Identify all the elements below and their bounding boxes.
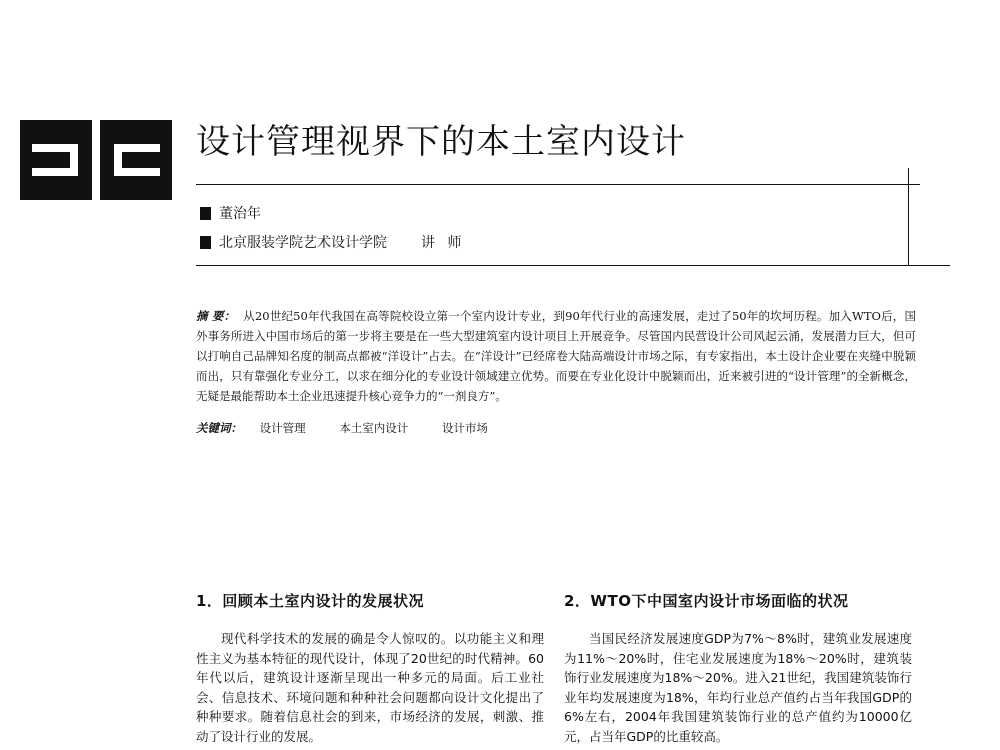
affiliation-line [200,232,465,252]
section-body: 现代科学技术的发展的确是令人惊叹的。以功能主义和理性主义为基本特征的现代设计，体现了20世纪的时代精神。60年代以后，建筑设计逐渐呈现出一种多元的局面。后工业社会、信息技术、环境问题和种种社会问题都向设计文化提出了种种要求。随着信息社会的到来，市场经济的发展，刺激、推动了设计行业的发展。 [196,631,544,744]
keywords-label: 关键词： [196,421,242,435]
keywords [196,418,916,438]
section-body: 当国民经济发展速度GDP为7%～8%时，建筑业发展速度为11%～20%时，住宅业发展速度为18%～20%时，建筑装饰行业发展速度为18%～20%。进入21世纪，我国建筑装饰行业年均发展速度为18%，年均行业总产值约占当年我国GDP的6%左右，2004年我国建筑装饰行业的总产值约为10000亿元，占当年GDP的比重较高。 [564,631,912,744]
bullet-square-icon [200,207,211,220]
section-heading: 2．WTO下中国室内设计市场面临的状况 [564,592,849,610]
header-vertical-rule [908,168,909,266]
section-heading: 1．回顾本土室内设计的发展状况 [196,592,424,610]
title-rule [196,184,920,185]
author-name: 董治年 [219,206,261,222]
keyword: 设计管理 [259,421,306,435]
logo-glyph-left [20,120,92,200]
affiliation: 北京服装学院艺术设计学院 [219,235,387,251]
logo-glyph-right [100,120,172,200]
abstract-label: 摘 要： [196,309,236,323]
section-2 [564,590,912,746]
journal-logo [20,120,172,200]
bullet-square-icon [200,236,211,249]
header-bottom-rule [196,265,950,266]
keyword: 本土室内设计 [339,421,409,435]
abstract-text: 从20世纪50年代我国在高等院校设立第一个室内设计专业，到90年代行业的高速发展，走过了50年的坎坷历程。加入WTO后，国外事务所进入中国市场后的第一步将主要是在一些大型建筑室内设计项目上开展竞争。尽管国内民营设计公司风起云涌，发展潜力巨大，但可以打响自己品牌知名度的制高点都被“洋设计”占去。在“洋设计”已经席卷大陆高端设计市场之际，有专家指出，本土设计企业要在夹缝中脱颖而出，只有靠强化专业分工，以求在细分化的专业设计领域建立优势。而要在专业化设计中脱颖而出，近来被引进的“设计管理”的全新概念，无疑是最能帮助本土企业迅速提升核心竞争力的“一剂良方”。 [196,309,916,403]
article-title: 设计管理视界下的本土室内设计 [196,122,686,162]
author-role: 讲 师 [421,235,466,251]
author-line [200,203,261,223]
abstract [196,306,916,406]
section-1 [196,590,544,746]
keyword: 设计市场 [441,421,488,435]
